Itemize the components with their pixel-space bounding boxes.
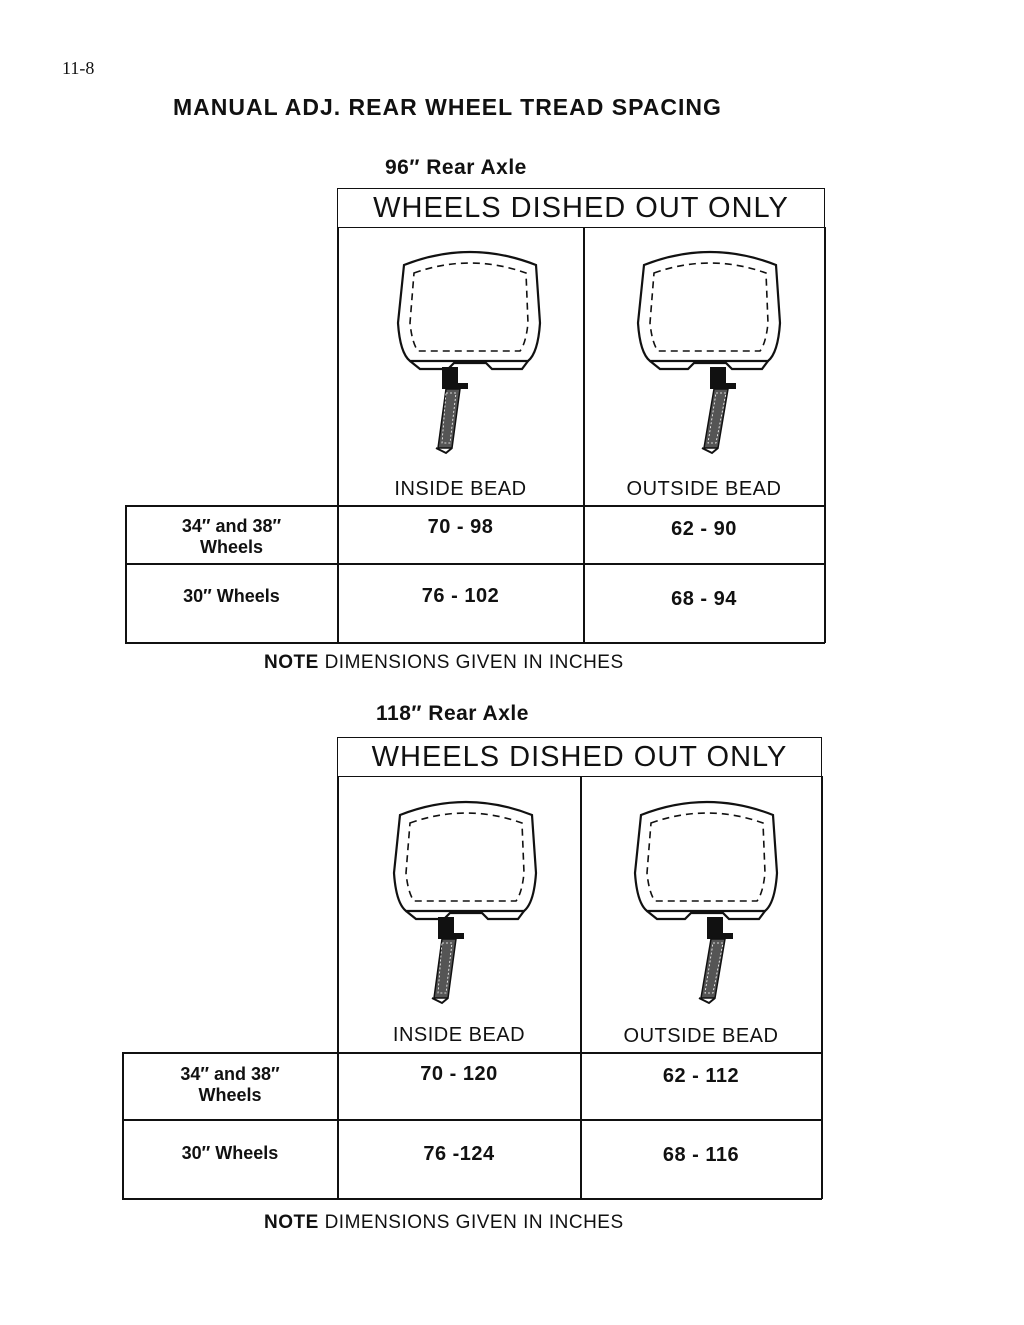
divider [125,563,825,565]
column-header-inside-bead: INSIDE BEAD [392,1024,526,1046]
value-outside-bead: 62 - 112 [662,1065,740,1087]
wheels-dished-header: WHEELS DISHED OUT ONLY [337,188,825,228]
divider [122,1119,822,1121]
value-outside-bead: 68 - 94 [671,588,737,610]
divider [337,227,339,643]
tire-outside-bead-icon [627,793,787,1008]
tire-inside-bead-icon [390,243,550,458]
row-label-34-38: 34″ and 38″ Wheels [180,1064,280,1105]
value-inside-bead: 70 - 120 [420,1063,498,1085]
page-title: MANUAL ADJ. REAR WHEEL TREAD SPACING [173,94,722,120]
value-outside-bead: 62 - 90 [671,518,737,540]
value-inside-bead: 76 -124 [423,1143,495,1165]
divider [125,642,825,644]
column-header-outside-bead: OUTSIDE BEAD [623,1025,779,1047]
divider [583,227,585,643]
row-label-30: 30″ Wheels [181,1143,279,1163]
axle-title-96: 96″ Rear Axle [385,156,527,179]
value-inside-bead: 70 - 98 [427,516,494,538]
divider [580,776,582,1199]
value-inside-bead: 76 - 102 [421,585,500,607]
wheels-dished-header: WHEELS DISHED OUT ONLY [337,737,822,777]
dimensions-note: NOTE DIMENSIONS GIVEN IN INCHES [264,652,624,673]
page-number: 11-8 [62,58,95,78]
column-header-outside-bead: OUTSIDE BEAD [626,478,782,500]
tire-outside-bead-icon [630,243,790,458]
divider [824,227,826,643]
divider [821,776,823,1199]
divider [125,505,825,507]
divider [122,1052,822,1054]
dimensions-note: NOTE DIMENSIONS GIVEN IN INCHES [264,1212,624,1233]
divider [122,1198,822,1200]
axle-title-118: 118″ Rear Axle [376,702,529,725]
row-label-30: 30″ Wheels [183,586,280,606]
row-label-34-38: 34″ and 38″ Wheels [181,516,282,557]
tire-inside-bead-icon [386,793,546,1008]
value-outside-bead: 68 - 116 [662,1144,740,1166]
column-header-inside-bead: INSIDE BEAD [394,478,527,500]
divider [337,776,339,1199]
